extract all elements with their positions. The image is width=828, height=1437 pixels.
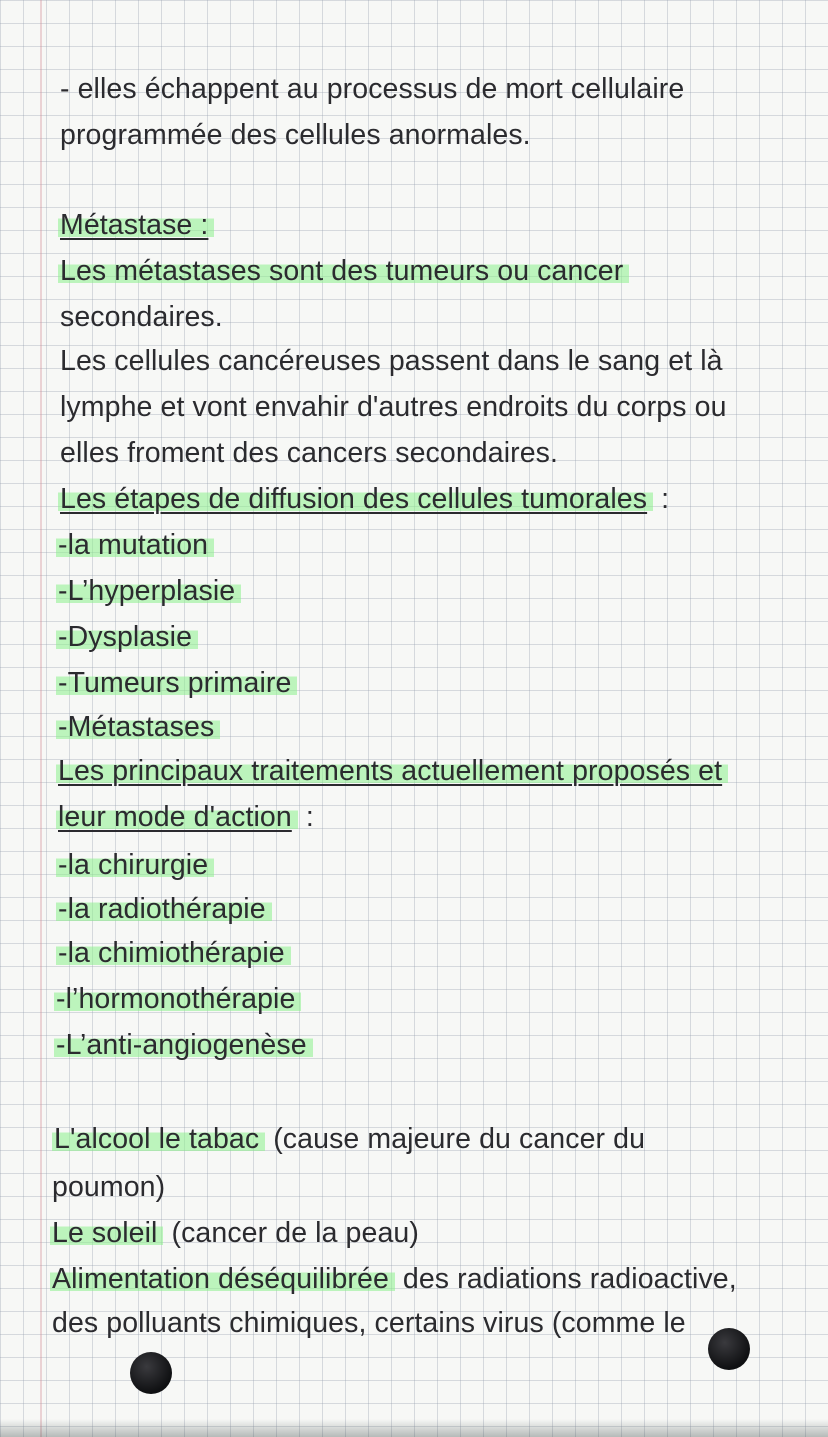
traitement-item: -la radiothérapie <box>58 892 272 926</box>
etapes-colon: : <box>653 483 670 515</box>
etape-item: -la mutation <box>58 528 214 562</box>
causes-line-3: Le soleil (cancer de la peau) <box>52 1217 419 1249</box>
etape-item: -Dysplasie <box>58 620 198 654</box>
etapes-heading <box>60 482 669 516</box>
metastase-line-3: Les cellules cancéreuses passent dans le sang et là <box>60 345 723 377</box>
margin-line <box>40 0 42 1437</box>
traitements-heading-1: Les principaux traitements actuellement proposés et <box>58 754 728 788</box>
page-edge-shadow <box>0 1419 828 1437</box>
intro-line-2: programmée des cellules anormales. <box>60 119 531 151</box>
causes-line-2: poumon) <box>52 1171 166 1203</box>
metastase-heading <box>60 208 214 242</box>
traitements-colon: : <box>297 801 314 833</box>
metastase-line-5: elles froment des cancers secondaires. <box>60 437 559 469</box>
traitement-item: -la chimiothérapie <box>58 936 291 970</box>
traitement-item: -l’hormonothérapie <box>56 982 301 1016</box>
metastase-title: Métastase : <box>58 209 214 241</box>
metastase-line-2: secondaires. <box>60 301 223 333</box>
etape-item: -Métastases <box>58 710 220 744</box>
etape-item: -L’hyperplasie <box>58 574 241 608</box>
etape-item: -Tumeurs primaire <box>58 666 297 700</box>
causes-line-5: des polluants chimiques, certains virus (comme le <box>52 1307 686 1339</box>
etapes-title: Les étapes de diffusion des cellules tumorales <box>58 483 653 515</box>
traitement-item: -L’anti-angiogenèse <box>56 1028 313 1062</box>
causes-line-4: Alimentation déséquilibrée des radiations radioactive, <box>52 1263 737 1295</box>
binder-hole <box>130 1352 172 1394</box>
traitements-heading-2: leur mode d'action : <box>58 801 314 833</box>
intro-line-1: - elles échappent au processus de mort cellulaire <box>60 73 685 105</box>
metastase-line-4: lymphe et vont envahir d'autres endroits du corps ou <box>60 391 727 423</box>
causes-line-1: L'alcool le tabac (cause majeure du cancer du <box>54 1123 646 1155</box>
metastase-line-1: Les métastases sont des tumeurs ou cancer <box>60 254 629 288</box>
traitement-item: -la chirurgie <box>58 848 214 882</box>
binder-hole <box>708 1328 750 1370</box>
